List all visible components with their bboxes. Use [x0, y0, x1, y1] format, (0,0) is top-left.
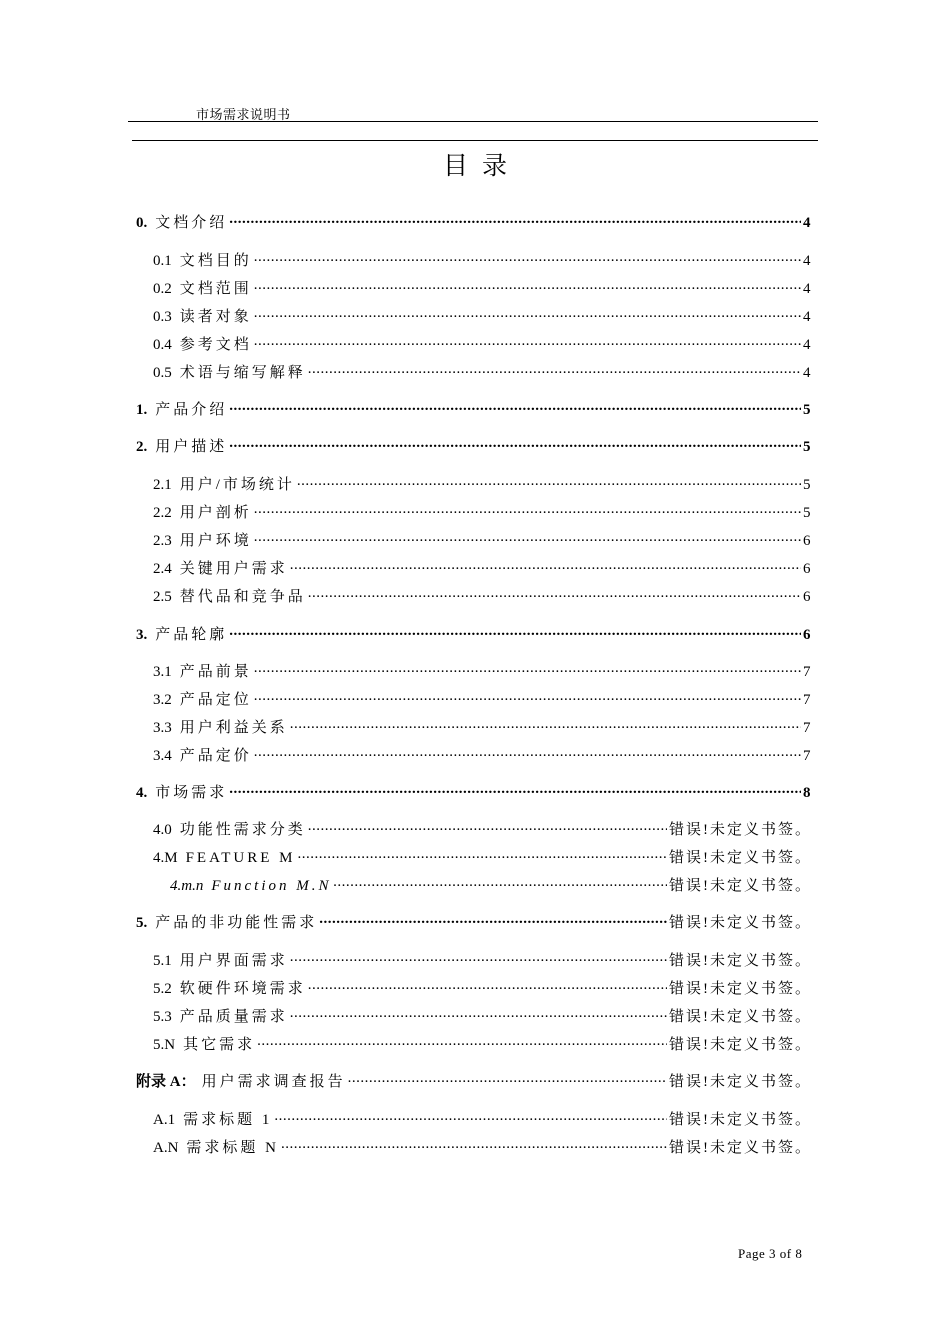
toc-entry-label: 文档范围: [179, 281, 252, 297]
toc-entry-number: 1.: [136, 402, 148, 418]
toc-leader-dots: [229, 209, 801, 229]
toc-leader-dots: [290, 714, 801, 734]
toc-entry-label: 用户需求调查报告: [201, 1074, 346, 1090]
toc-entry[interactable]: [153, 690, 812, 710]
toc-entry[interactable]: [153, 662, 812, 682]
toc-leader-dots: [254, 686, 801, 706]
toc-entry-label: 参考文档: [179, 337, 252, 353]
toc-entry-label: 需求标题 N: [186, 1140, 280, 1156]
toc-entry-number: 5.N: [153, 1037, 176, 1053]
toc-entry-page: 5: [803, 477, 812, 493]
toc-leader-dots: [229, 779, 801, 799]
toc-entry-label: Function M.N: [211, 878, 332, 894]
toc-entry-label: 产品定位: [179, 692, 252, 708]
toc-entry-number: 0.2: [153, 281, 172, 297]
toc-entry[interactable]: [153, 307, 812, 327]
toc-leader-dots: [254, 527, 801, 547]
toc-leader-dots: [229, 433, 801, 453]
toc-entry-page: 5: [803, 505, 812, 521]
toc-entry-page: 7: [803, 664, 812, 680]
toc-entry-label: 用户/市场统计: [179, 477, 295, 493]
toc-entry-page: 错误!未定义书签。: [669, 850, 812, 866]
toc-entry-number: 3.1: [153, 664, 172, 680]
toc-entry-label: 产品的非功能性需求: [155, 915, 318, 931]
toc-title: 目录: [442, 153, 521, 180]
toc-entry-page: 6: [803, 561, 812, 577]
toc-leader-dots: [290, 1003, 667, 1023]
toc-entry[interactable]: [153, 1035, 812, 1055]
toc-entry-label: 产品定价: [179, 748, 252, 764]
toc-entry-page: 错误!未定义书签。: [669, 1009, 812, 1025]
toc-leader-dots: [254, 275, 801, 295]
toc-entry-number: 2.3: [153, 533, 172, 549]
toc-leader-dots: [254, 331, 801, 351]
toc-entry-page: 错误!未定义书签。: [669, 878, 812, 894]
toc-entry-label: 文档目的: [179, 253, 252, 269]
toc-leader-dots: [254, 303, 801, 323]
toc-leader-dots: [308, 975, 667, 995]
page-number: Page 3 of 8: [738, 1246, 803, 1261]
toc-entry-label: 产品质量需求: [179, 1009, 288, 1025]
toc-entry-page: 4: [803, 337, 812, 353]
toc-entry-label: 产品前景: [179, 664, 252, 680]
toc-entry-page: 6: [803, 627, 812, 643]
toc-leader-dots: [290, 555, 801, 575]
toc-entry-label: 文档介绍: [155, 215, 228, 231]
toc-entry[interactable]: [153, 279, 812, 299]
toc-entry-page: 错误!未定义书签。: [669, 981, 812, 997]
toc-entry[interactable]: [153, 1138, 812, 1158]
toc-entry[interactable]: [153, 1007, 812, 1027]
toc-entry-number: 3.: [136, 627, 148, 643]
toc-leader-dots: [308, 359, 801, 379]
toc-entry-page: 错误!未定义书签。: [669, 1140, 812, 1156]
toc-entry-page: 7: [803, 748, 812, 764]
toc-entry[interactable]: [136, 625, 812, 645]
toc-entry-label: 用户界面需求: [179, 953, 288, 969]
toc-leader-dots: [298, 844, 667, 864]
toc-entry-number: 附录 A：: [136, 1074, 196, 1090]
toc-entry[interactable]: [153, 363, 812, 383]
toc-entry[interactable]: [136, 783, 812, 803]
toc-leader-dots: [290, 947, 667, 967]
toc-entry-number: 2.5: [153, 589, 172, 605]
toc-entry-label: 用户剖析: [179, 505, 252, 521]
toc-entry[interactable]: [136, 213, 812, 233]
toc-entry[interactable]: [153, 848, 812, 868]
toc-entry[interactable]: [153, 820, 812, 840]
toc-entry[interactable]: [153, 335, 812, 355]
header-rule: [128, 121, 818, 122]
header-rule-thin: [132, 140, 818, 141]
toc-entry-number: 0.: [136, 215, 148, 231]
toc-entry[interactable]: [153, 251, 812, 271]
toc-leader-dots: [297, 471, 801, 491]
toc-leader-dots: [229, 621, 801, 641]
toc-entry-number: 2.2: [153, 505, 172, 521]
toc-entry[interactable]: [153, 979, 812, 999]
toc-entry[interactable]: [153, 559, 812, 579]
toc-entry[interactable]: [136, 437, 812, 457]
toc-entry-number: 5.2: [153, 981, 172, 997]
toc-entry-page: 错误!未定义书签。: [669, 953, 812, 969]
toc-entry-number: 3.3: [153, 720, 172, 736]
toc-entry-number: 5.3: [153, 1009, 172, 1025]
toc-entry-page: 7: [803, 720, 812, 736]
toc-leader-dots: [348, 1068, 667, 1088]
toc-leader-dots: [257, 1031, 667, 1051]
toc-leader-dots: [281, 1134, 667, 1154]
toc-leader-dots: [308, 583, 801, 603]
toc-entry-page: 7: [803, 692, 812, 708]
toc-entry-page: 错误!未定义书签。: [669, 1074, 812, 1090]
toc-entry[interactable]: [153, 1110, 812, 1130]
toc-entry-number: A.1: [153, 1112, 176, 1128]
toc-entry-page: 4: [803, 365, 812, 381]
toc-entry[interactable]: [136, 1072, 812, 1092]
toc-entry-page: 8: [803, 785, 812, 801]
toc-entry-page: 错误!未定义书签。: [669, 822, 812, 838]
toc-entry-label: 用户描述: [155, 439, 228, 455]
toc-leader-dots: [254, 742, 801, 762]
toc-entry-number: 4.: [136, 785, 148, 801]
toc-entry-label: 其它需求: [183, 1037, 256, 1053]
toc-entry-page: 错误!未定义书签。: [669, 1037, 812, 1053]
toc-entry-number: 2.1: [153, 477, 172, 493]
toc-entry-number: 0.3: [153, 309, 172, 325]
toc-entry[interactable]: [153, 951, 812, 971]
toc-entry-page: 4: [803, 215, 812, 231]
toc-leader-dots: [254, 658, 801, 678]
toc-entry-number: 2.: [136, 439, 148, 455]
toc-entry-number: 4.0: [153, 822, 172, 838]
toc-entry-page: 5: [803, 402, 812, 418]
toc-entry-label: 用户环境: [179, 533, 252, 549]
toc-leader-dots: [334, 872, 668, 892]
toc-entry-page: 4: [803, 281, 812, 297]
toc-entry-label: 用户利益关系: [179, 720, 288, 736]
toc-entry[interactable]: [153, 531, 812, 551]
toc-entry-page: 4: [803, 309, 812, 325]
toc-entry-number: 0.4: [153, 337, 172, 353]
toc-entry-label: 需求标题 1: [183, 1112, 273, 1128]
toc-leader-dots: [274, 1106, 667, 1126]
toc-entry-number: 5.1: [153, 953, 172, 969]
toc-entry[interactable]: [153, 746, 812, 766]
toc-entry[interactable]: [153, 718, 812, 738]
toc-entry-label: 产品轮廓: [155, 627, 228, 643]
toc-entry-page: 错误!未定义书签。: [669, 915, 812, 931]
toc-entry-number: A.N: [153, 1140, 179, 1156]
toc-entry-page: 6: [803, 589, 812, 605]
toc-leader-dots: [308, 816, 667, 836]
toc-entry-page: 错误!未定义书签。: [669, 1112, 812, 1128]
toc-entry-number: 4.M: [153, 850, 178, 866]
toc-leader-dots: [254, 247, 801, 267]
toc-entry-number: 2.4: [153, 561, 172, 577]
toc-entry-page: 4: [803, 253, 812, 269]
toc-entry[interactable]: [153, 503, 812, 523]
toc-entry-number: 5.: [136, 915, 148, 931]
toc-entry-number: 3.2: [153, 692, 172, 708]
toc-entry-label: 替代品和竞争品: [179, 589, 306, 605]
toc-entry-label: 产品介绍: [155, 402, 228, 418]
toc-entry-page: 5: [803, 439, 812, 455]
document-header-title: 市场需求说明书: [196, 107, 291, 122]
toc-entry-number: 4.m.n: [170, 878, 204, 894]
toc-leader-dots: [229, 396, 801, 416]
toc-entry-number: 0.5: [153, 365, 172, 381]
toc-entry-label: 功能性需求分类: [179, 822, 306, 838]
toc-entry-number: 3.4: [153, 748, 172, 764]
toc-leader-dots: [254, 499, 801, 519]
toc-entry-number: 0.1: [153, 253, 172, 269]
toc-entry-label: 术语与缩写解释: [179, 365, 306, 381]
toc-entry[interactable]: [170, 876, 812, 896]
toc-entry-label: FEATURE M: [185, 850, 296, 866]
toc-entry[interactable]: [136, 400, 812, 420]
toc-entry[interactable]: [153, 475, 812, 495]
toc-entry-label: 市场需求: [155, 785, 228, 801]
toc-leader-dots: [319, 909, 667, 929]
toc-entry-page: 6: [803, 533, 812, 549]
toc-entry[interactable]: [153, 587, 812, 607]
toc-entry-label: 关键用户需求: [179, 561, 288, 577]
toc-entry[interactable]: [136, 913, 812, 933]
toc-entry-label: 读者对象: [179, 309, 252, 325]
toc-entry-label: 软硬件环境需求: [179, 981, 306, 997]
